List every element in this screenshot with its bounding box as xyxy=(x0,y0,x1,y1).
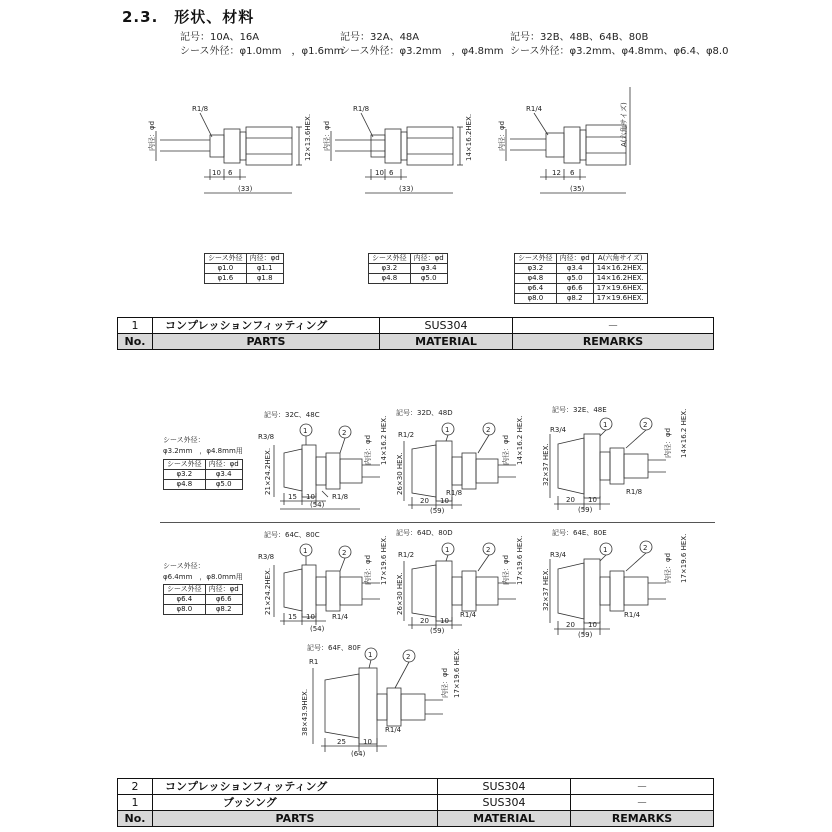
hex2-label: 17×19.6 HEX. xyxy=(380,535,388,585)
bore-table-3 xyxy=(514,253,648,304)
dim-2: 10 xyxy=(440,617,449,625)
balloon-1: 1 xyxy=(603,421,608,429)
model-code: 記号：32E、48E xyxy=(552,406,607,414)
dim-1: 10 xyxy=(212,169,221,177)
hex1-label: 32×37 HEX. xyxy=(542,443,550,486)
bore-label: 内径：φd xyxy=(664,552,672,583)
balloon-1: 1 xyxy=(303,427,308,435)
header-material: MATERIAL xyxy=(380,334,513,350)
drawing-bushing-64c xyxy=(250,525,390,633)
drawing-bushing-64d xyxy=(390,525,530,637)
thread-label: R3/8 xyxy=(258,553,275,561)
thread2-label: R1/4 xyxy=(385,726,402,734)
table-cell: φ3.4 xyxy=(205,470,242,480)
parts-name: ブッシング xyxy=(153,795,438,811)
thread2-label: R1/8 xyxy=(446,489,463,497)
dim-1: 20 xyxy=(420,497,429,505)
balloon-2: 2 xyxy=(486,546,491,554)
table-cell: φ4.8 xyxy=(164,480,206,490)
dim-1: 10 xyxy=(375,169,384,177)
note-label: シース外径： xyxy=(163,436,205,444)
parts-row xyxy=(118,318,714,334)
bore-label: 内径：φd xyxy=(148,120,156,151)
hex1-label: 21×24.2HEX. xyxy=(264,567,272,615)
parts-row xyxy=(118,779,714,795)
table-header: 内径：φd xyxy=(205,460,242,470)
table-header: シース外径 xyxy=(205,254,247,264)
balloon-1: 1 xyxy=(445,426,450,434)
thread-label: R3/4 xyxy=(550,426,567,434)
spec-block-1 xyxy=(180,31,343,59)
table-cell: φ6.4 xyxy=(164,595,206,605)
bore-table-2 xyxy=(368,253,448,284)
table-cell: φ6.6 xyxy=(205,595,242,605)
table-cell: φ8.0 xyxy=(515,294,557,304)
header-parts: PARTS xyxy=(153,334,380,350)
dim-2: 10 xyxy=(306,613,315,621)
drawing-bushing-c xyxy=(250,405,390,513)
table-header: 内径：φd xyxy=(410,254,447,264)
header-no: No. xyxy=(118,811,153,827)
bore-label: 内径：φd xyxy=(498,120,506,151)
table-cell: φ6.4 xyxy=(515,284,557,294)
drawing-fitting-2 xyxy=(325,85,495,200)
hex2-label: 17×19.6 HEX. xyxy=(680,533,688,583)
table-cell: φ5.0 xyxy=(205,480,242,490)
hex-label: 12×13.6HEX. xyxy=(304,113,312,161)
table-cell: φ8.0 xyxy=(164,605,206,615)
note-value: φ6.4mm ，φ8.0mm用 xyxy=(163,573,243,581)
table-cell: 14×16.2HEX. xyxy=(593,264,647,274)
bore-label: 内径：φd xyxy=(502,554,510,585)
parts-remarks: － xyxy=(513,318,714,334)
dim-total: (33) xyxy=(238,185,253,193)
bore-table-c xyxy=(163,459,243,490)
dim-1: 15 xyxy=(288,613,297,621)
dim-total: (59) xyxy=(430,627,445,635)
table-header: A(六角サイズ) xyxy=(593,254,647,264)
parts-no: 2 xyxy=(118,779,153,795)
header-remarks: REMARKS xyxy=(571,811,714,827)
dim-2: 10 xyxy=(588,496,597,504)
hex2-label: 14×16.2 HEX. xyxy=(516,415,524,465)
parts-material: SUS304 xyxy=(438,795,571,811)
table-header: 内径：φd xyxy=(556,254,593,264)
dim-total: (54) xyxy=(310,625,325,633)
table-cell: φ3.4 xyxy=(410,264,447,274)
table-cell: φ1.6 xyxy=(205,274,247,284)
parts-header-row xyxy=(118,811,714,827)
model-code: 記号：64F、80F xyxy=(307,644,361,652)
hex1-label: 26×30 HEX. xyxy=(396,572,404,615)
dim-total: (59) xyxy=(578,631,593,639)
table-cell: 14×16.2HEX. xyxy=(593,274,647,284)
dim-2: 10 xyxy=(588,621,597,629)
dim-2: 6 xyxy=(389,169,394,177)
table-cell: φ4.8 xyxy=(369,274,411,284)
hex2-label: 14×16.2 HEX. xyxy=(680,408,688,458)
thread-label: R1/2 xyxy=(398,431,415,439)
thread-label: R3/4 xyxy=(550,551,567,559)
bore-label: 内径：φd xyxy=(364,554,372,585)
balloon-2: 2 xyxy=(643,544,648,552)
table-cell: φ3.2 xyxy=(369,264,411,274)
balloon-1: 1 xyxy=(603,546,608,554)
table-cell: φ4.8 xyxy=(515,274,557,284)
bore-table-1 xyxy=(204,253,284,284)
table-header: 内径：φd xyxy=(246,254,283,264)
table-cell: φ5.0 xyxy=(556,274,593,284)
drawing-bushing-e xyxy=(540,400,690,515)
balloon-2: 2 xyxy=(643,421,648,429)
dim-total: (64) xyxy=(351,750,366,758)
bore-label: 内径：φd xyxy=(441,667,449,698)
table-cell: φ1.1 xyxy=(246,264,283,274)
parts-material: SUS304 xyxy=(438,779,571,795)
hex1-label: 38×43.9HEX. xyxy=(301,688,309,736)
drawing-bushing-64f xyxy=(295,640,465,765)
parts-remarks: － xyxy=(571,779,714,795)
note-label: シース外径： xyxy=(163,562,205,570)
hex1-label: 21×24.2HEX. xyxy=(264,447,272,495)
balloon-2: 2 xyxy=(342,429,347,437)
spec-code: 記号：32A、48A xyxy=(340,32,420,43)
parts-name: コンプレッションフィッティング xyxy=(153,318,380,334)
bore-label: 内径：φd xyxy=(323,120,331,151)
hex1-label: 26×30 HEX. xyxy=(396,452,404,495)
model-code: 記号：64D、80D xyxy=(396,529,453,537)
parts-row xyxy=(118,795,714,811)
dim-total: (54) xyxy=(310,501,325,509)
table-header: シース外径 xyxy=(369,254,411,264)
dim-total: (35) xyxy=(570,185,585,193)
table-cell: φ8.2 xyxy=(205,605,242,615)
table-header: シース外径 xyxy=(164,585,206,595)
hex-label: A(六角サイズ) xyxy=(620,102,628,147)
bore-label: 内径：φd xyxy=(502,434,510,465)
table-header: 内径：φd xyxy=(205,585,242,595)
table-cell: φ1.8 xyxy=(246,274,283,284)
dim-2: 6 xyxy=(570,169,575,177)
dim-1: 20 xyxy=(420,617,429,625)
table-cell: 17×19.6HEX. xyxy=(593,294,647,304)
dim-1: 15 xyxy=(288,493,297,501)
table-cell: φ5.0 xyxy=(410,274,447,284)
spec-code: 記号：10A、16A xyxy=(180,32,260,43)
dim-1: 20 xyxy=(566,621,575,629)
spec-sheath: シース外径：φ3.2mm、φ4.8mm、φ6.4、φ8.0 xyxy=(510,46,729,57)
thread2-label: R1/4 xyxy=(624,611,641,619)
drawing-fitting-1 xyxy=(150,85,320,200)
parts-header-row xyxy=(118,334,714,350)
parts-table-bottom xyxy=(117,778,714,827)
dim-2: 10 xyxy=(440,497,449,505)
table-cell: φ3.4 xyxy=(556,264,593,274)
sheath-note-2 xyxy=(163,561,243,583)
thread-label: R3/8 xyxy=(258,433,275,441)
model-code: 記号：64C、80C xyxy=(264,531,320,539)
dim-1: 25 xyxy=(337,738,346,746)
dim-total: (59) xyxy=(430,507,445,515)
hex-label: 14×16.2HEX. xyxy=(465,113,473,161)
dim-1: 20 xyxy=(566,496,575,504)
table-cell: 17×19.6HEX. xyxy=(593,284,647,294)
table-cell: φ1.0 xyxy=(205,264,247,274)
header-parts: PARTS xyxy=(153,811,438,827)
header-remarks: REMARKS xyxy=(513,334,714,350)
model-code: 記号：32C、48C xyxy=(264,411,320,419)
table-cell: φ6.6 xyxy=(556,284,593,294)
thread-label: R1 xyxy=(309,658,319,666)
note-value: φ3.2mm ，φ4.8mm用 xyxy=(163,447,243,455)
sheath-note-1 xyxy=(163,435,243,457)
table-cell: φ3.2 xyxy=(515,264,557,274)
dim-2: 10 xyxy=(363,738,372,746)
hex2-label: 14×16.2 HEX. xyxy=(380,415,388,465)
parts-material: SUS304 xyxy=(380,318,513,334)
bore-label: 内径：φd xyxy=(364,434,372,465)
drawing-bushing-d xyxy=(390,405,530,513)
section-divider xyxy=(160,522,715,523)
table-header: シース外径 xyxy=(164,460,206,470)
balloon-2: 2 xyxy=(342,549,347,557)
thread-label: R1/8 xyxy=(353,105,370,113)
spec-sheath: シース外径：φ1.0mm ，φ1.6mm xyxy=(180,46,344,57)
thread2-label: R1/8 xyxy=(626,488,643,496)
balloon-2: 2 xyxy=(486,426,491,434)
dim-total: (59) xyxy=(578,506,593,514)
dim-total: (33) xyxy=(399,185,414,193)
parts-name: コンプレッションフィッティング xyxy=(153,779,438,795)
thread2-label: R1/8 xyxy=(332,493,349,501)
thread-label: R1/4 xyxy=(526,105,543,113)
bore-label: 内径：φd xyxy=(664,427,672,458)
thread2-label: R1/4 xyxy=(332,613,349,621)
balloon-1: 1 xyxy=(368,651,373,659)
balloon-2: 2 xyxy=(406,653,411,661)
model-code: 記号：64E、80E xyxy=(552,529,607,537)
spec-block-3 xyxy=(510,31,728,59)
hex1-label: 32×37 HEX. xyxy=(542,568,550,611)
thread-label: R1/2 xyxy=(398,551,415,559)
hex2-label: 17×19.6 HEX. xyxy=(453,648,461,698)
table-cell: φ3.2 xyxy=(164,470,206,480)
dim-1: 12 xyxy=(552,169,561,177)
drawing-fitting-3 xyxy=(500,75,670,200)
drawing-bushing-64e xyxy=(540,525,690,640)
model-code: 記号：32D、48D xyxy=(396,409,453,417)
spec-sheath: シース外径：φ3.2mm ，φ4.8mm xyxy=(340,46,504,57)
table-cell: φ8.2 xyxy=(556,294,593,304)
table-header: シース外径 xyxy=(515,254,557,264)
balloon-1: 1 xyxy=(445,546,450,554)
section-heading: 2.3. 形状、材料 xyxy=(122,8,255,26)
balloon-1: 1 xyxy=(303,547,308,555)
header-material: MATERIAL xyxy=(438,811,571,827)
spec-code: 記号：32B、48B、64B、80B xyxy=(510,32,649,43)
header-no: No. xyxy=(118,334,153,350)
thread2-label: R1/4 xyxy=(460,611,477,619)
parts-table-top xyxy=(117,317,714,350)
parts-no: 1 xyxy=(118,795,153,811)
thread-label: R1/8 xyxy=(192,105,209,113)
dim-2: 10 xyxy=(306,493,315,501)
parts-no: 1 xyxy=(118,318,153,334)
dim-2: 6 xyxy=(228,169,233,177)
hex2-label: 17×19.6 HEX. xyxy=(516,535,524,585)
bore-table-f xyxy=(163,584,243,615)
parts-remarks: － xyxy=(571,795,714,811)
spec-block-2 xyxy=(340,31,503,59)
